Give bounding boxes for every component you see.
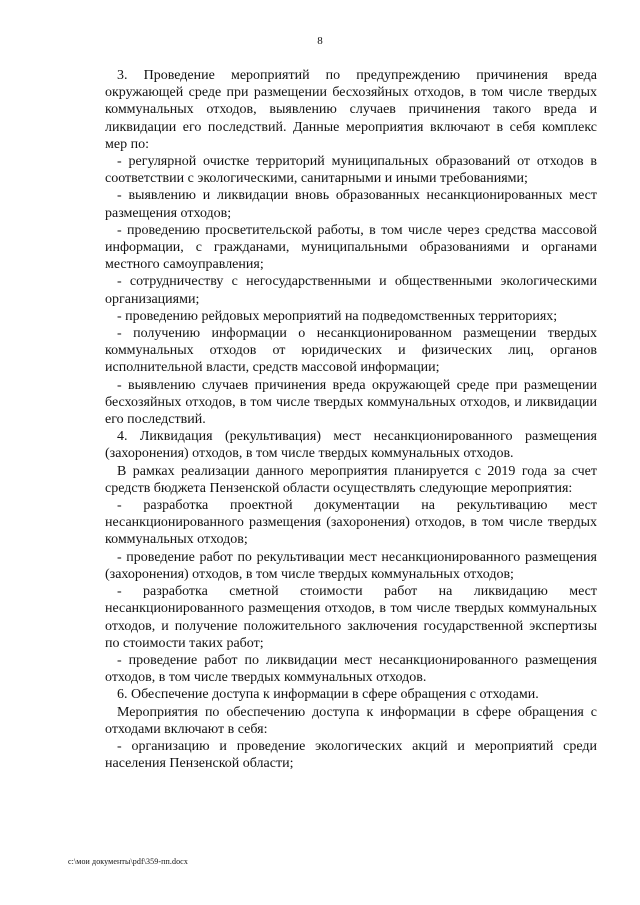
paragraph-section-3: 3. Проведение мероприятий по предупреждению причинения вреда окружающей среде при размещении бесхозяйных отходов, в том числе твердых коммунальных отходов, выявлению случаев причинения такого вреда и ликвидации его последствий. Данные мероприятия включают в себя комплекс мер по: xyxy=(105,68,597,152)
document-body xyxy=(105,67,597,772)
list-item: - разработка сметной стоимости работ на ликвидацию мест несанкционированного размещения отходов, в том числе твердых коммунальных отходов, и получение положительного заключения государственной экспертизы по стоимости таких работ; xyxy=(105,584,597,651)
list-item: - проведению просветительской работы, в том числе через средства массовой информации, с гражданами, муниципальными образованиями и органами местного самоуправления; xyxy=(105,222,597,273)
list-item: - проведение работ по ликвидации мест несанкционированного размещения отходов, в том числе твердых коммунальных отходов. xyxy=(105,652,597,686)
list-item: - проведению рейдовых мероприятий на подведомственных территориях; xyxy=(117,308,558,324)
paragraph-section-4: 4. Ликвидация (рекультивация) мест несанкционированного размещения (захоронения) отходов, в том числе твердых коммунальных отходов. xyxy=(105,429,597,462)
list-item: - получению информации о несанкционированном размещении твердых коммунальных отходов от юридических и физических лиц, органов исполнительной власти, средств массовой информации; xyxy=(105,326,597,376)
list-item: - разработка проектной документации на рекультивацию мест несанкционированного размещения (захоронения) отходов, в том числе твердых коммунальных отходов; xyxy=(105,498,597,548)
page-number: 8 xyxy=(317,35,323,47)
list-item: - проведение работ по рекультивации мест несанкционированного размещения (захоронения) отходов, в том числе твердых коммунальных отходов; xyxy=(105,549,597,582)
list-item: - организацию и проведение экологических акций и мероприятий среди населения Пензенской области; xyxy=(105,738,597,772)
list-item: - выявлению случаев причинения вреда окружающей среде при размещении бесхозяйных отходов, в том числе твердых коммунальных отходов, и ликвидации его последствий. xyxy=(105,377,597,428)
paragraph-text: Мероприятия по обеспечению доступа к информации в сфере обращения с отходами включают в себя: xyxy=(105,704,597,737)
list-item: - выявлению и ликвидации вновь образованных несанкционированных мест размещения отходов; xyxy=(105,188,597,221)
paragraph-text: В рамках реализации данного мероприятия планируется с 2019 года за счет средств бюджета Пензенской области осуществлять следующие мероприятия: xyxy=(105,463,597,496)
paragraph-section-6: 6. Обеспечение доступа к информации в сфере обращения с отходами. xyxy=(117,687,539,703)
list-item: - регулярной очистке территорий муниципальных образований от отходов в соответствии с экологическими, санитарными и иными требованиями; xyxy=(105,154,597,187)
list-item: - сотрудничеству с негосударственными и общественными экологическими организациями; xyxy=(105,274,597,307)
file-path-footer: c:\мои документы\pdf\359-пп.docx xyxy=(68,857,188,866)
